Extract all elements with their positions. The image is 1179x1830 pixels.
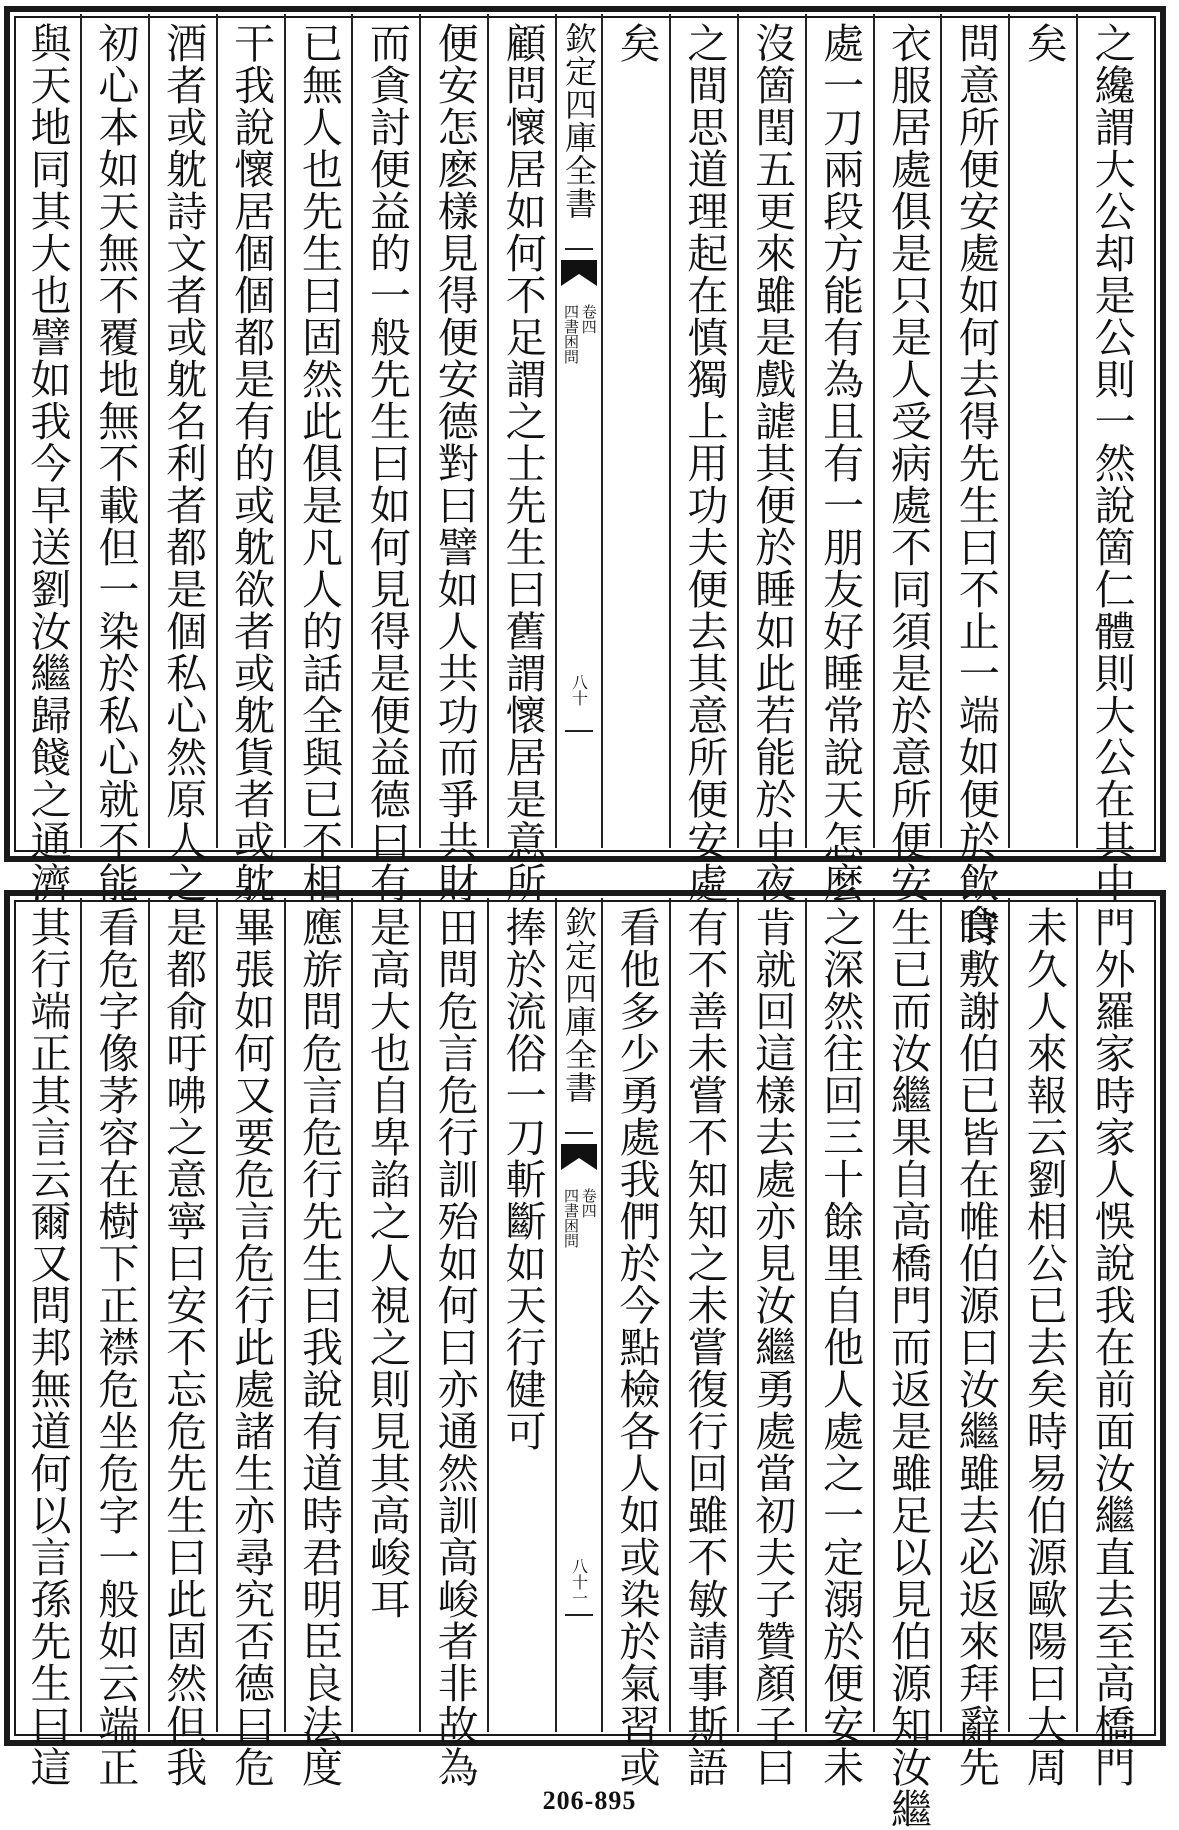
column-text: 未久人來報云劉相公已去矣時易伯源歐陽曰大周	[1019, 906, 1068, 1788]
text-column	[805, 14, 873, 904]
text-column	[351, 898, 419, 1732]
banner-book-title: 四書困問	[562, 1188, 580, 1248]
text-column	[940, 898, 1008, 1788]
column-text: 干我說懷居個個都是有的或躭欲者或躭貨者或躭	[227, 22, 276, 904]
text-column	[351, 14, 419, 904]
banner-title: 欽定四庫全書	[560, 906, 598, 1104]
text-column	[1008, 14, 1076, 848]
text-columns	[14, 14, 1144, 946]
text-column	[487, 14, 555, 904]
column-text: 而貪討便益的一般先生曰如何見得是便益德曰有	[362, 22, 411, 904]
column-text: 田問危言危行訓殆如何曰亦通然訓高峻者非故為	[430, 906, 479, 1788]
column-text: 處一刀兩段方能有為且有一朋友好睡常說天怎麼	[816, 22, 865, 904]
column-text: 初心本如天無不覆地無不載但一染於私心就不能	[91, 22, 140, 904]
column-text: 肯就回這樣去處亦見汝繼勇處當初夫子贊顏子曰	[748, 906, 797, 1788]
column-text: 已無人也先生曰固然此俱是凡人的話全與已不相	[294, 22, 343, 904]
banner-volume: 卷四	[579, 304, 598, 334]
text-column	[1076, 14, 1144, 904]
column-text: 矣	[1019, 22, 1068, 64]
column-text: 顧問懷居如何不足謂之士先生曰舊謂懷居是意所	[498, 22, 547, 904]
column-text: 之深然往回三十餘里自他人處之一定溺於便安未	[816, 906, 865, 1788]
text-column	[487, 898, 555, 1732]
text-column	[873, 14, 941, 904]
column-text: 畢張如何又要危言危行此處諸生亦尋究否德曰危	[227, 906, 276, 1788]
text-column	[737, 14, 805, 904]
column-text: 是高大也自卑諂之人視之則見其高峻耳	[362, 906, 411, 1620]
column-text: 酒者或躭詩文者或躭名利者都是個私心然原人之	[159, 22, 208, 904]
text-column	[419, 14, 487, 904]
text-column	[805, 898, 873, 1788]
text-column	[419, 898, 487, 1788]
column-text: 便安怎麽樣見得便安德對曰譬如人共功而爭共財	[430, 22, 479, 904]
text-column	[601, 14, 669, 848]
center-banner	[555, 898, 601, 1732]
text-column	[216, 14, 284, 904]
text-column	[284, 14, 352, 904]
text-column	[669, 898, 737, 1788]
fishtail-mark-icon	[561, 1144, 597, 1170]
text-column	[1076, 898, 1144, 1788]
text-column	[148, 898, 216, 1788]
column-text: 問意所便安處如何去得先生曰不止一端如便於飲食	[951, 22, 1000, 946]
column-text: 之纔謂大公却是公則一然說箇仁體則大公在其中	[1087, 22, 1136, 904]
banner-book-title: 四書困問	[562, 304, 580, 364]
column-text: 其行端正其言云爾又問邦無道何以言孫先生曰這	[23, 906, 72, 1788]
text-column	[940, 14, 1008, 946]
column-text: 應旂問危言危行先生曰我說有道時君明臣良法度	[294, 906, 343, 1788]
banner-volume: 卷四	[579, 1188, 598, 1218]
center-banner	[555, 14, 601, 848]
text-column	[669, 14, 737, 904]
text-column	[216, 898, 284, 1788]
banner-folio: 八十一	[569, 1558, 589, 1606]
column-text: 衣服居處俱是只是人受病處不同須是於意所便安	[883, 22, 932, 904]
column-text: 是都俞吁咈之意寧曰安不忘危先生曰此固然但我	[159, 906, 208, 1788]
text-column	[601, 898, 669, 1788]
column-text: 矣	[612, 22, 661, 64]
text-column	[80, 14, 148, 904]
text-column	[284, 898, 352, 1788]
column-text: 之間思道理起在慎獨上用功夫便去其意所便安處	[680, 22, 729, 904]
text-column	[1008, 898, 1076, 1788]
text-column	[873, 898, 941, 1830]
column-text: 與天地同其大也譬如我今早送劉汝繼歸餞之通濟	[23, 22, 72, 904]
column-text: 沒箇閏五更來雖是戲謔其便於睡如此若能於中夜	[748, 22, 797, 904]
column-text: 時敷謝伯已皆在帷伯源曰汝繼雖去必返來拜辭先	[951, 906, 1000, 1788]
column-text: 生已而汝繼果自高橋門而返是雖足以見伯源知汝繼	[883, 906, 932, 1830]
column-text: 門外羅家時家人悞說我在前面汝繼直去至高橋門	[1087, 906, 1136, 1788]
page-number: 206-895	[542, 1786, 637, 1815]
text-column	[148, 14, 216, 904]
column-text: 有不善未嘗不知知之未嘗復行回雖不敏請事斯語	[680, 906, 729, 1788]
column-text: 看他多少勇處我們於今點檢各人如或染於氣習或	[612, 906, 661, 1788]
banner-folio: 八十	[569, 674, 589, 706]
column-text: 捧於流俗一刀斬斷如天行健可	[498, 906, 547, 1452]
text-column	[80, 898, 148, 1788]
fishtail-mark-icon	[561, 260, 597, 286]
banner-title: 欽定四庫全書	[560, 22, 598, 220]
text-column	[14, 898, 80, 1788]
text-column	[737, 898, 805, 1788]
column-text: 看危字像茅容在樹下正襟危坐危字一般如云端正	[91, 906, 140, 1788]
text-column	[14, 14, 80, 904]
